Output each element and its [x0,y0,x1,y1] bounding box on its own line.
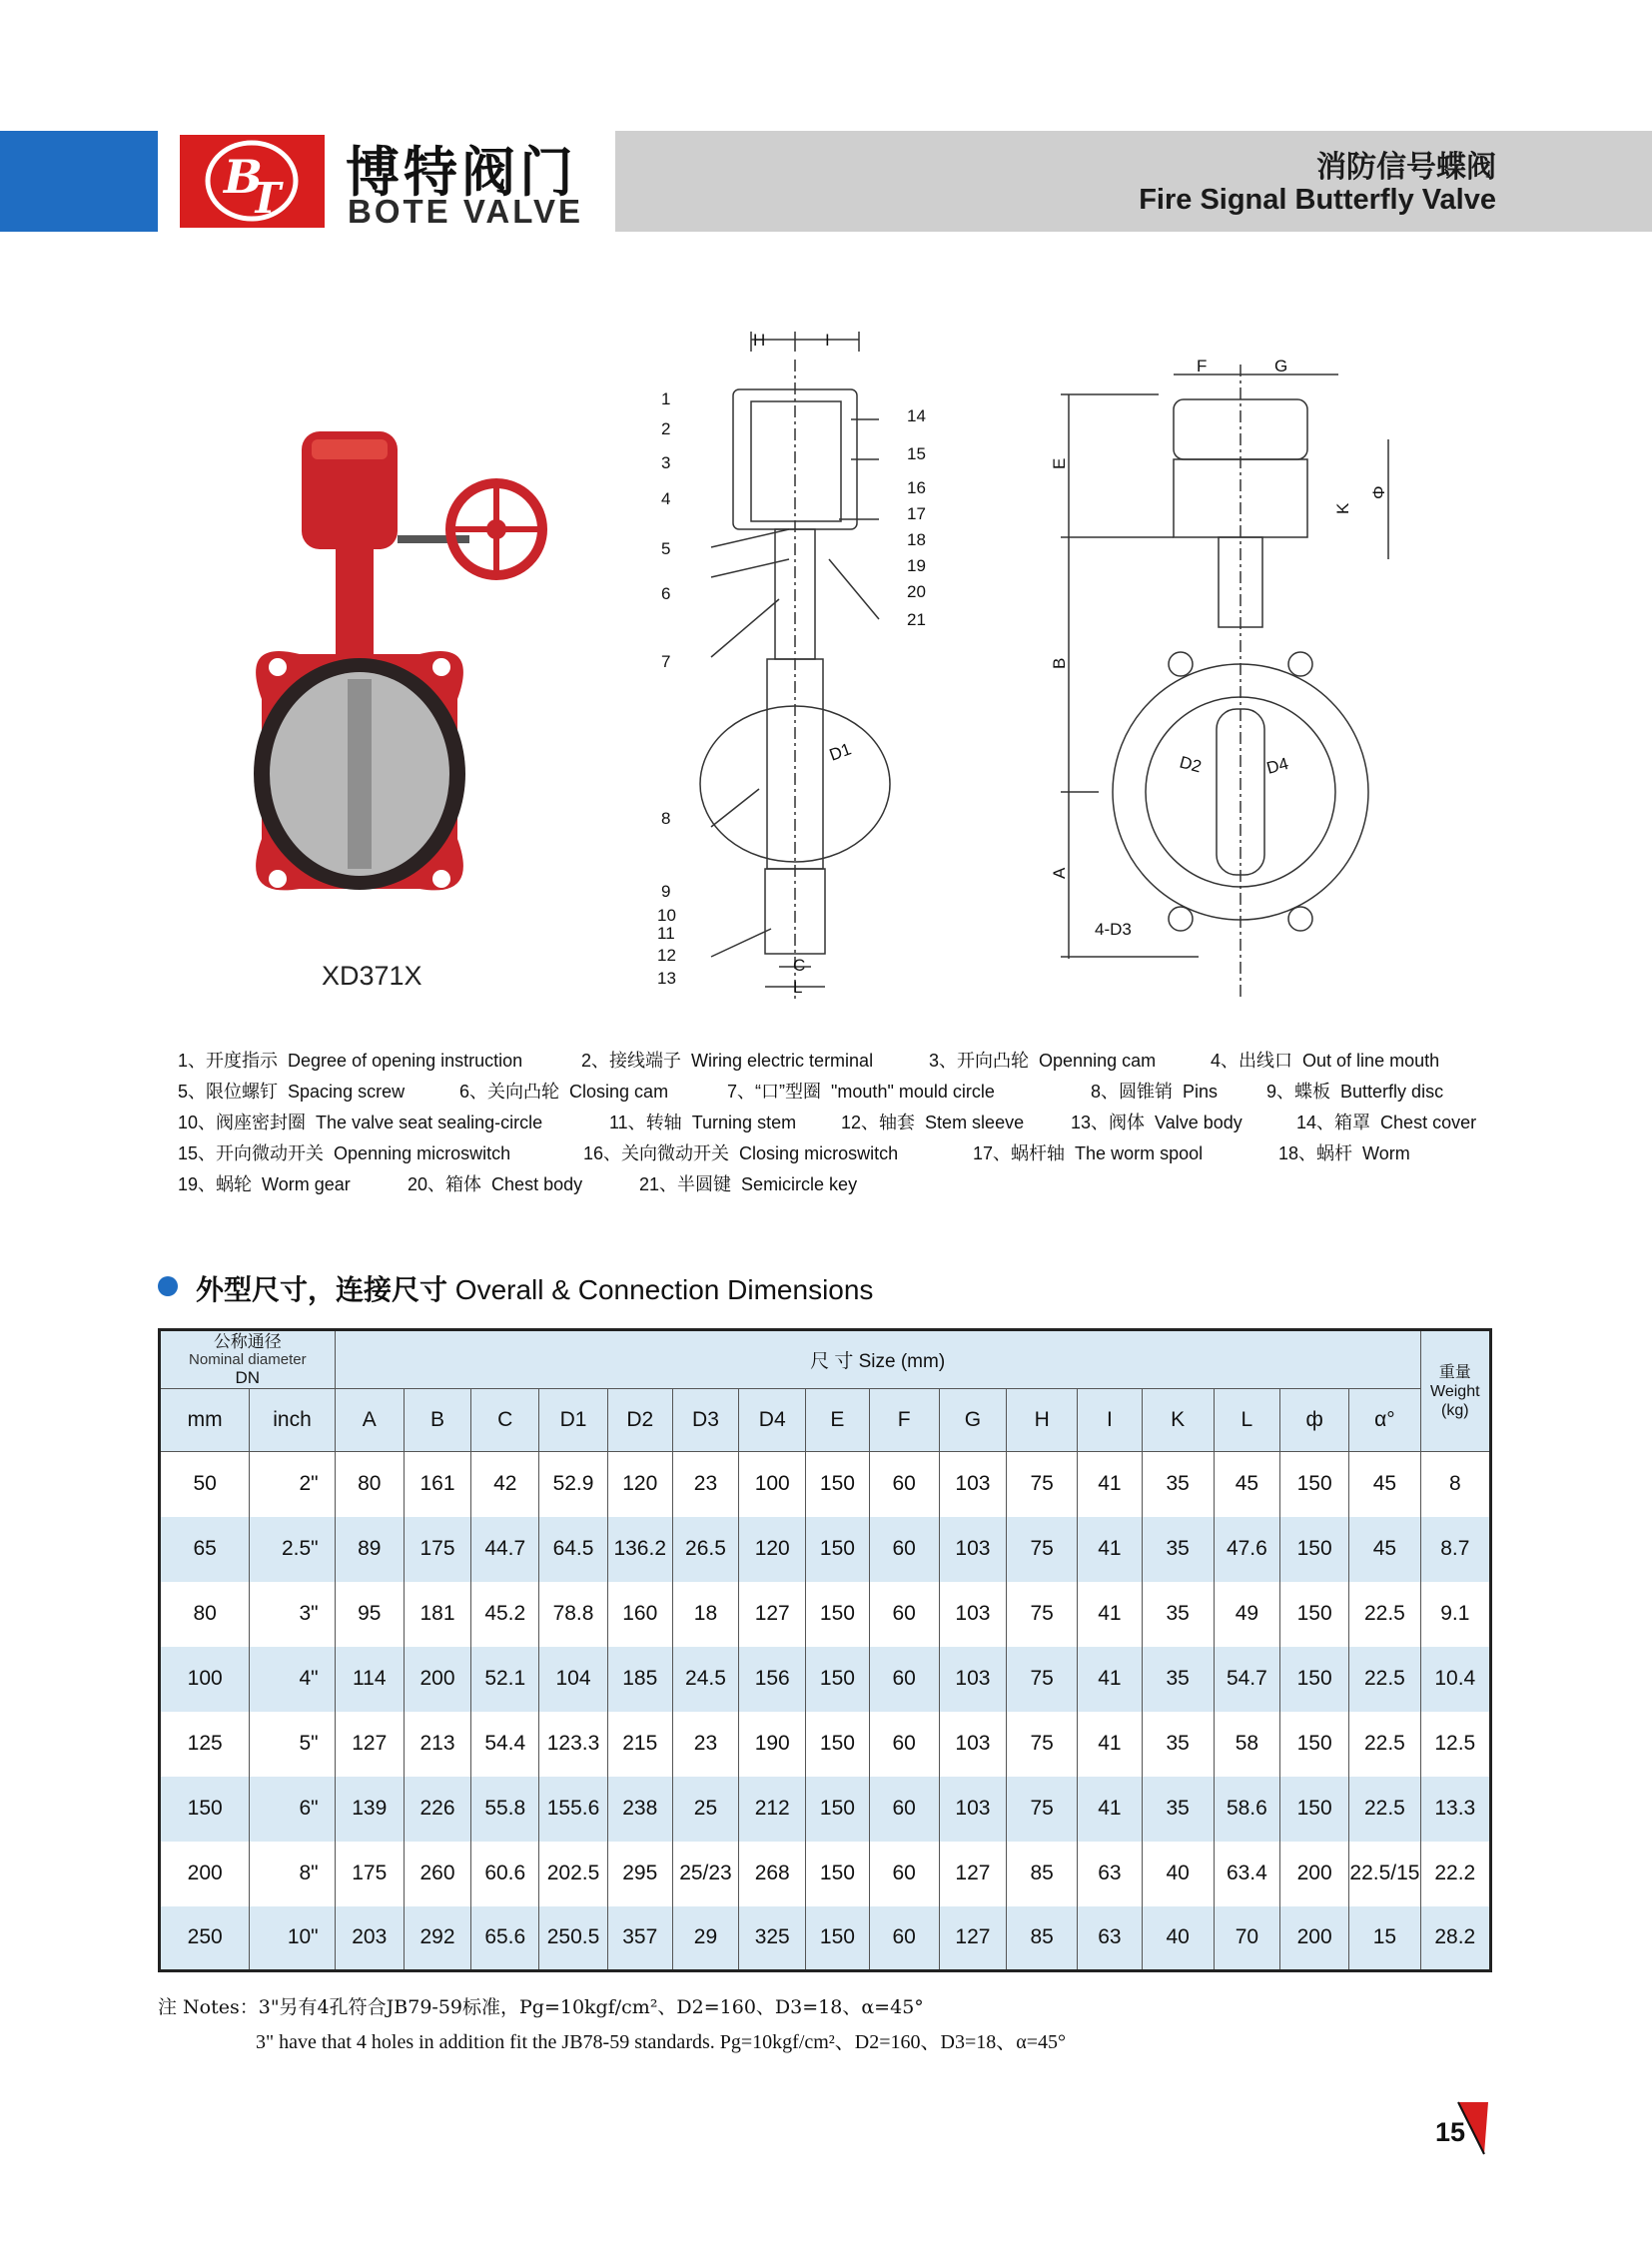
legend-item: 3、开向凸轮 Openning cam [929,1050,1157,1071]
col-header: α° [1349,1389,1420,1452]
table-cell: 52.9 [539,1452,607,1517]
section-bullet-icon [158,1276,178,1296]
table-cell: 185 [607,1647,672,1712]
table-cell: 75 [1007,1452,1078,1517]
svg-text:C: C [793,956,806,975]
table-row [160,1647,1491,1712]
table-cell: 75 [1007,1582,1078,1647]
table-cell: 114 [335,1647,404,1712]
table-cell: 268 [739,1842,806,1906]
table-cell: 28.2 [1420,1906,1490,1971]
table-cell: 25/23 [672,1842,738,1906]
table-cell: 150 [1280,1647,1349,1712]
table-cell: 75 [1007,1517,1078,1582]
table-cell: 60.6 [471,1842,539,1906]
table-cell: 9.1 [1420,1582,1490,1647]
col-header: D2 [607,1389,672,1452]
table-cell: 41 [1078,1517,1142,1582]
table-cell: 150 [806,1842,869,1906]
table-cell: 41 [1078,1712,1142,1777]
svg-text:3: 3 [661,453,671,472]
legend-item: 2、接线端子 Wiring electric terminal [581,1050,874,1071]
col-header: A [335,1389,404,1452]
col-header: B [404,1389,470,1452]
table-cell: 75 [1007,1712,1078,1777]
legend-item: 19、蜗轮 Worm gear [178,1173,351,1194]
table-cell: 150 [806,1582,869,1647]
svg-text:19: 19 [907,556,926,575]
svg-text:5: 5 [661,539,671,558]
col-header-inch: inch [250,1389,335,1452]
table-cell: 260 [404,1842,470,1906]
table-cell: 25 [672,1777,738,1842]
table-cell: 8" [250,1842,335,1906]
table-cell: 250.5 [539,1906,607,1971]
svg-text:13: 13 [657,969,676,988]
svg-text:D1: D1 [826,739,854,765]
svg-text:D4: D4 [1264,753,1291,778]
svg-text:L: L [793,978,803,997]
product-title-en: Fire Signal Butterfly Valve [1139,184,1496,216]
table-cell: 26.5 [672,1517,738,1582]
table-cell: 60 [869,1647,939,1712]
legend-item: 9、蝶板 Butterfly disc [1266,1081,1444,1102]
col-header: K [1142,1389,1214,1452]
table-cell: 150 [1280,1712,1349,1777]
table-cell: 23 [672,1712,738,1777]
svg-text:F: F [1197,357,1208,375]
table-cell: 50 [160,1452,250,1517]
table-cell: 13.3 [1420,1777,1490,1842]
table-cell: 10" [250,1906,335,1971]
model-number: XD371X [322,961,422,991]
table-cell: 103 [939,1712,1006,1777]
table-cell: 127 [739,1582,806,1647]
table-cell: 150 [806,1906,869,1971]
table-cell: 35 [1142,1582,1214,1647]
table-cell: 22.5 [1349,1647,1420,1712]
table-cell: 156 [739,1647,806,1712]
svg-text:14: 14 [907,406,926,425]
col-header: F [869,1389,939,1452]
table-cell: 22.5 [1349,1777,1420,1842]
table-cell: 41 [1078,1777,1142,1842]
table-cell: 60 [869,1906,939,1971]
legend-row [178,1167,1516,1198]
table-cell: 65 [160,1517,250,1582]
table-cell: 63 [1078,1906,1142,1971]
table-cell: 226 [404,1777,470,1842]
brand-name-cn: 博特阀门 [346,141,577,204]
table-cell: 103 [939,1452,1006,1517]
legend-item: 6、关向凸轮 Closing cam [459,1081,669,1102]
table-cell: 24.5 [672,1647,738,1712]
table-cell: 58.6 [1214,1777,1279,1842]
svg-text:11: 11 [657,924,675,943]
table-cell: 45 [1349,1517,1420,1582]
table-row [160,1906,1491,1971]
table-cell: 215 [607,1712,672,1777]
front-elevation [1061,365,1388,999]
table-cell: 150 [806,1712,869,1777]
page-number: 15 [1435,2117,1466,2147]
table-row [160,1452,1491,1517]
svg-text:B: B [1050,657,1069,669]
col-header: L [1214,1389,1279,1452]
col-header: I [1078,1389,1142,1452]
table-cell: 22.5 [1349,1712,1420,1777]
table-cell: 3" [250,1582,335,1647]
table-cell: 2" [250,1452,335,1517]
legend-item: 8、圆锥销 Pins [1091,1081,1219,1102]
legend-item: 7、“口”型圈 "mouth" mould circle [727,1081,995,1102]
table-cell: 41 [1078,1647,1142,1712]
legend-item: 10、阀座密封圈 The valve seat sealing-circle [178,1112,543,1132]
table-cell: 10.4 [1420,1647,1490,1712]
dimensions-table [158,1328,1492,1972]
table-cell: 40 [1142,1842,1214,1906]
table-cell: 45.2 [471,1582,539,1647]
table-cell: 100 [160,1647,250,1712]
header-gray-band [615,131,1652,232]
size-header: 尺 寸 Size (mm) [335,1330,1420,1389]
sectional-labels [657,331,926,997]
svg-text:K: K [1333,502,1352,514]
table-cell: 200 [1280,1842,1349,1906]
table-cell: 136.2 [607,1517,672,1582]
svg-text:15: 15 [907,444,926,463]
table-cell: 4" [250,1647,335,1712]
table-cell: 190 [739,1712,806,1777]
product-title-cn: 消防信号蝶阀 [1316,150,1496,185]
svg-text:Φ: Φ [1369,485,1388,499]
table-cell: 95 [335,1582,404,1647]
table-cell: 23 [672,1452,738,1517]
table-cell: 127 [939,1842,1006,1906]
svg-text:16: 16 [907,478,926,497]
table-cell: 103 [939,1582,1006,1647]
col-header: ф [1280,1389,1349,1452]
legend-item: 18、蜗杆 Worm [1278,1142,1410,1163]
table-cell: 150 [806,1777,869,1842]
table-cell: 60 [869,1582,939,1647]
note-en: 3" have that 4 holes in addition fit the JB78-59 standards. Pg=10kgf/cm²、D2=160、D3=18、α=45° [256,2031,1067,2053]
table-cell: 35 [1142,1517,1214,1582]
table-cell: 75 [1007,1777,1078,1842]
svg-text:9: 9 [661,882,671,901]
table-cell: 125 [160,1712,250,1777]
table-cell: 127 [335,1712,404,1777]
table-cell: 120 [607,1452,672,1517]
svg-text:D2: D2 [1177,752,1204,777]
table-cell: 161 [404,1452,470,1517]
header-blue-band [0,131,158,232]
table-cell: 150 [806,1647,869,1712]
table-cell: 60 [869,1712,939,1777]
col-header-mm: mm [160,1389,250,1452]
legend-item: 14、箱罩 Chest cover [1296,1112,1477,1132]
table-cell: 22.5 [1349,1582,1420,1647]
page-corner-mark-icon [1456,2100,1490,2156]
col-header: D1 [539,1389,607,1452]
table-cell: 200 [404,1647,470,1712]
table-cell: 5" [250,1712,335,1777]
table-cell: 250 [160,1906,250,1971]
table-cell: 18 [672,1582,738,1647]
legend-item: 4、出线口 Out of line mouth [1211,1050,1440,1071]
valve-photo [254,431,542,890]
svg-text:B: B [224,150,263,204]
legend-row [178,1075,1516,1106]
table-cell: 55.8 [471,1777,539,1842]
legend-item: 11、转轴 Turning stem [609,1112,797,1132]
legend-row [178,1044,1516,1075]
svg-text:G: G [1274,357,1288,375]
legend-row [178,1106,1516,1136]
col-header: E [806,1389,869,1452]
table-cell: 45 [1349,1452,1420,1517]
table-cell: 203 [335,1906,404,1971]
note-cn: 注 Notes：3"另有4孔符合JB79-59标准，Pg=10kgf/cm²、D2=160、D3=18、α=45° [158,1996,924,2018]
table-cell: 150 [1280,1777,1349,1842]
svg-text:7: 7 [661,652,671,671]
table-cell: 123.3 [539,1712,607,1777]
table-cell: 238 [607,1777,672,1842]
table-cell: 8 [1420,1452,1490,1517]
table-cell: 54.4 [471,1712,539,1777]
svg-text:4: 4 [661,489,671,508]
table-cell: 41 [1078,1452,1142,1517]
valve-illustrations [0,320,1652,1009]
svg-text:T: T [250,174,282,223]
table-cell: 64.5 [539,1517,607,1582]
table-cell: 35 [1142,1452,1214,1517]
table-cell: 63 [1078,1842,1142,1906]
svg-text:17: 17 [907,504,926,523]
table-cell: 65.6 [471,1906,539,1971]
table-cell: 127 [939,1906,1006,1971]
svg-text:H: H [753,331,766,350]
svg-text:1: 1 [661,389,671,408]
table-cell: 295 [607,1842,672,1906]
col-header: G [939,1389,1006,1452]
table-cell: 181 [404,1582,470,1647]
table-cell: 104 [539,1647,607,1712]
svg-text:6: 6 [661,584,671,603]
svg-text:E: E [1050,457,1069,469]
sectional-drawing [700,332,890,999]
table-cell: 49 [1214,1582,1279,1647]
table-cell: 40 [1142,1906,1214,1971]
legend-row [178,1136,1516,1167]
table-cell: 120 [739,1517,806,1582]
table-cell: 150 [1280,1452,1349,1517]
table-cell: 60 [869,1517,939,1582]
table-cell: 8.7 [1420,1517,1490,1582]
table-cell: 58 [1214,1712,1279,1777]
table-cell: 150 [1280,1517,1349,1582]
legend-item: 13、阀体 Valve body [1071,1112,1242,1132]
dimensions-table-body [160,1452,1491,1971]
table-cell: 22.2 [1420,1842,1490,1906]
section-title: 外型尺寸，连接尺寸 Overall & Connection Dimensions [196,1273,874,1306]
table-cell: 175 [404,1517,470,1582]
table-cell: 160 [607,1582,672,1647]
table-cell: 89 [335,1517,404,1582]
table-cell: 70 [1214,1906,1279,1971]
table-cell: 357 [607,1906,672,1971]
table-cell: 63.4 [1214,1842,1279,1906]
table-cell: 22.5/15 [1349,1842,1420,1906]
svg-text:2: 2 [661,419,671,438]
table-cell: 213 [404,1712,470,1777]
table-cell: 6" [250,1777,335,1842]
table-cell: 292 [404,1906,470,1971]
legend-item: 20、箱体 Chest body [408,1173,583,1194]
table-cell: 44.7 [471,1517,539,1582]
table-cell: 78.8 [539,1582,607,1647]
svg-text:18: 18 [907,530,926,549]
brand-name-en: BOTE VALVE [348,193,583,230]
legend-item: 15、开向微动开关 Openning microswitch [178,1142,511,1163]
table-cell: 100 [739,1452,806,1517]
table-row [160,1777,1491,1842]
bt-logo-icon [180,135,325,228]
table-cell: 47.6 [1214,1517,1279,1582]
table-cell: 325 [739,1906,806,1971]
weight-header: 重量 Weight (kg) [1420,1330,1490,1452]
col-header: D4 [739,1389,806,1452]
table-row [160,1582,1491,1647]
nominal-diameter-header: 公称通径 Nominal diameter DN [160,1330,336,1389]
table-row [160,1517,1491,1582]
table-row [160,1842,1491,1906]
col-header: D3 [672,1389,738,1452]
table-cell: 200 [1280,1906,1349,1971]
table-cell: 85 [1007,1842,1078,1906]
table-cell: 41 [1078,1582,1142,1647]
svg-text:10: 10 [657,906,676,925]
table-cell: 200 [160,1842,250,1906]
bote-logo [180,135,325,228]
table-cell: 80 [335,1452,404,1517]
front-elevation-labels [1050,357,1388,939]
table-cell: 155.6 [539,1777,607,1842]
table-cell: 212 [739,1777,806,1842]
legend-item: 1、开度指示 Degree of opening instruction [178,1050,523,1071]
svg-text:12: 12 [657,946,676,965]
table-cell: 150 [1280,1582,1349,1647]
table-cell: 103 [939,1777,1006,1842]
table-cell: 103 [939,1647,1006,1712]
table-cell: 35 [1142,1712,1214,1777]
svg-text:21: 21 [907,610,926,629]
table-cell: 85 [1007,1906,1078,1971]
table-cell: 175 [335,1842,404,1906]
table-cell: 29 [672,1906,738,1971]
svg-text:20: 20 [907,582,926,601]
legend-item: 17、蜗杆轴 The worm spool [973,1142,1204,1163]
svg-text:8: 8 [661,809,671,828]
table-cell: 45 [1214,1452,1279,1517]
table-cell: 139 [335,1777,404,1842]
table-cell: 60 [869,1842,939,1906]
table-cell: 52.1 [471,1647,539,1712]
col-header: C [471,1389,539,1452]
table-cell: 75 [1007,1647,1078,1712]
table-cell: 103 [939,1517,1006,1582]
legend-item: 21、半圆键 Semicircle key [639,1173,858,1194]
svg-text:A: A [1050,867,1069,879]
col-header: H [1007,1389,1078,1452]
table-cell: 2.5" [250,1517,335,1582]
table-cell: 80 [160,1582,250,1647]
table-cell: 35 [1142,1777,1214,1842]
svg-text:I: I [825,331,830,350]
table-cell: 150 [160,1777,250,1842]
table-cell: 150 [806,1517,869,1582]
legend-item: 12、轴套 Stem sleeve [841,1112,1025,1132]
table-cell: 42 [471,1452,539,1517]
table-cell: 35 [1142,1647,1214,1712]
table-cell: 60 [869,1777,939,1842]
svg-text:4-D3: 4-D3 [1095,920,1132,939]
table-cell: 202.5 [539,1842,607,1906]
table-cell: 150 [806,1452,869,1517]
table-cell: 12.5 [1420,1712,1490,1777]
parts-legend [178,1044,1516,1198]
table-cell: 54.7 [1214,1647,1279,1712]
table-row [160,1712,1491,1777]
table-cell: 15 [1349,1906,1420,1971]
table-cell: 60 [869,1452,939,1517]
legend-item: 5、限位螺钉 Spacing screw [178,1081,406,1102]
legend-item: 16、关向微动开关 Closing microswitch [583,1142,899,1163]
